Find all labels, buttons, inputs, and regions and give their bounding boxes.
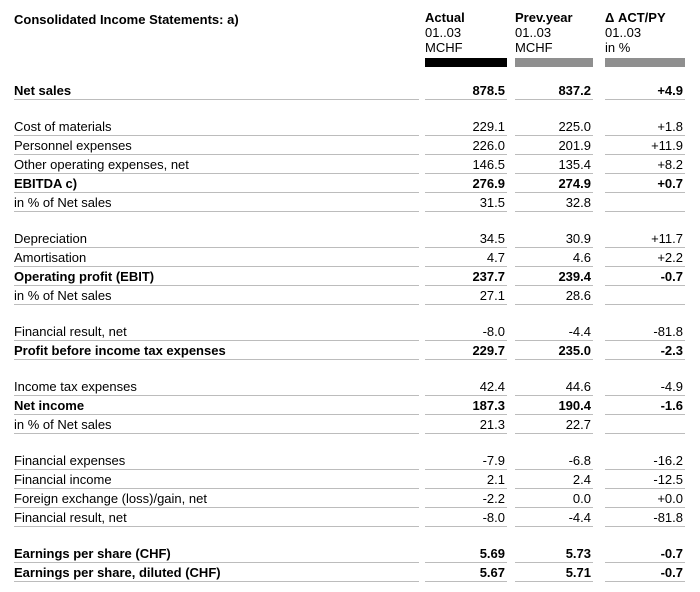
cell-actual: 5.69	[425, 546, 507, 563]
cell-prev-year: 201.9	[515, 138, 593, 155]
table-row	[14, 396, 685, 415]
cell-delta: -12.5	[605, 472, 685, 489]
cell-actual: 878.5	[425, 83, 507, 100]
table-row	[14, 377, 685, 396]
column-period-actual: 01..03	[425, 25, 462, 40]
table-header	[14, 10, 685, 67]
row-spacer	[14, 360, 685, 377]
row-label: in % of Net sales	[14, 195, 419, 212]
cell-prev-year: 239.4	[515, 269, 593, 286]
cell-prev-year: 44.6	[515, 379, 593, 396]
cell-prev-year: -4.4	[515, 324, 593, 341]
cell-delta	[605, 211, 685, 212]
table-row	[14, 81, 685, 100]
row-label: Net income	[14, 398, 419, 415]
column-title-delta: Δ ACT/PY	[605, 10, 666, 25]
row-label: Profit before income tax expenses	[14, 343, 419, 360]
table-body	[14, 81, 685, 582]
cell-delta	[605, 304, 685, 305]
cell-actual: 5.67	[425, 565, 507, 582]
table-row	[14, 322, 685, 341]
row-label: EBITDA c)	[14, 176, 419, 193]
cell-prev-year: 4.6	[515, 250, 593, 267]
cell-delta: -0.7	[605, 565, 685, 582]
table-row	[14, 415, 685, 434]
table-row	[14, 341, 685, 360]
cell-actual: 42.4	[425, 379, 507, 396]
table-row	[14, 136, 685, 155]
cell-prev-year: 30.9	[515, 231, 593, 248]
row-spacer	[14, 212, 685, 229]
column-bar-actual	[425, 58, 507, 67]
cell-actual: 187.3	[425, 398, 507, 415]
page-title: Consolidated Income Statements: a)	[14, 12, 239, 27]
column-unit-actual: MCHF	[425, 40, 463, 55]
table-row	[14, 229, 685, 248]
cell-actual: 34.5	[425, 231, 507, 248]
table-row	[14, 563, 685, 582]
row-label: Operating profit (EBIT)	[14, 269, 419, 286]
row-label: Personnel expenses	[14, 138, 419, 155]
column-title-prev-year: Prev.year	[515, 10, 573, 25]
cell-prev-year: 32.8	[515, 195, 593, 212]
row-label: Financial result, net	[14, 324, 419, 341]
cell-actual: 4.7	[425, 250, 507, 267]
cell-prev-year: 837.2	[515, 83, 593, 100]
cell-delta: -4.9	[605, 379, 685, 396]
row-spacer	[14, 527, 685, 544]
cell-actual: 146.5	[425, 157, 507, 174]
column-period-prev-year: 01..03	[515, 25, 552, 40]
table-row	[14, 451, 685, 470]
cell-delta: -0.7	[605, 269, 685, 286]
cell-prev-year: 225.0	[515, 119, 593, 136]
cell-prev-year: -4.4	[515, 510, 593, 527]
table-row	[14, 267, 685, 286]
cell-actual: 27.1	[425, 288, 507, 305]
cell-delta: -16.2	[605, 453, 685, 470]
row-spacer	[14, 305, 685, 322]
row-label: Earnings per share, diluted (CHF)	[14, 565, 419, 582]
cell-prev-year: 5.71	[515, 565, 593, 582]
column-bar-prev-year	[515, 58, 593, 67]
cell-delta: +0.7	[605, 176, 685, 193]
cell-prev-year: 235.0	[515, 343, 593, 360]
table-row	[14, 489, 685, 508]
row-label: Other operating expenses, net	[14, 157, 419, 174]
cell-prev-year: 190.4	[515, 398, 593, 415]
cell-actual: 237.7	[425, 269, 507, 286]
cell-actual: -2.2	[425, 491, 507, 508]
cell-delta: -2.3	[605, 343, 685, 360]
cell-actual: 31.5	[425, 195, 507, 212]
table-row	[14, 117, 685, 136]
cell-delta: -81.8	[605, 324, 685, 341]
row-label: Foreign exchange (loss)/gain, net	[14, 491, 419, 508]
cell-delta: +0.0	[605, 491, 685, 508]
row-label: Financial result, net	[14, 510, 419, 527]
cell-prev-year: 0.0	[515, 491, 593, 508]
row-label: Financial income	[14, 472, 419, 489]
cell-delta: -1.6	[605, 398, 685, 415]
cell-delta: -0.7	[605, 546, 685, 563]
column-title-actual: Actual	[425, 10, 465, 25]
cell-actual: -8.0	[425, 324, 507, 341]
cell-actual: 229.1	[425, 119, 507, 136]
cell-actual: 21.3	[425, 417, 507, 434]
cell-actual: 2.1	[425, 472, 507, 489]
table-row	[14, 508, 685, 527]
row-spacer	[14, 434, 685, 451]
cell-actual: 276.9	[425, 176, 507, 193]
row-label: Amortisation	[14, 250, 419, 267]
table-row	[14, 470, 685, 489]
cell-delta: +11.7	[605, 231, 685, 248]
cell-prev-year: -6.8	[515, 453, 593, 470]
table-row	[14, 286, 685, 305]
cell-actual: 226.0	[425, 138, 507, 155]
row-label: Financial expenses	[14, 453, 419, 470]
table-row	[14, 193, 685, 212]
cell-delta: +11.9	[605, 138, 685, 155]
column-bar-delta	[605, 58, 685, 67]
column-unit-delta: in %	[605, 40, 631, 55]
cell-prev-year: 22.7	[515, 417, 593, 434]
cell-delta: +4.9	[605, 83, 685, 100]
table-row	[14, 155, 685, 174]
column-header-prev-year	[515, 10, 593, 67]
cell-prev-year: 135.4	[515, 157, 593, 174]
row-spacer	[14, 100, 685, 117]
cell-delta	[605, 433, 685, 434]
column-unit-prev-year: MCHF	[515, 40, 553, 55]
table-row	[14, 544, 685, 563]
column-header-actual	[425, 10, 507, 67]
column-header-delta	[605, 10, 685, 67]
cell-delta: -81.8	[605, 510, 685, 527]
cell-prev-year: 28.6	[515, 288, 593, 305]
cell-delta: +8.2	[605, 157, 685, 174]
cell-actual: 229.7	[425, 343, 507, 360]
cell-prev-year: 5.73	[515, 546, 593, 563]
row-label: Income tax expenses	[14, 379, 419, 396]
row-label: Depreciation	[14, 231, 419, 248]
cell-prev-year: 2.4	[515, 472, 593, 489]
cell-actual: -7.9	[425, 453, 507, 470]
table-row	[14, 248, 685, 267]
cell-prev-year: 274.9	[515, 176, 593, 193]
cell-delta: +2.2	[605, 250, 685, 267]
row-label: Net sales	[14, 83, 419, 100]
row-label: in % of Net sales	[14, 417, 419, 434]
row-label: Earnings per share (CHF)	[14, 546, 419, 563]
table-row	[14, 174, 685, 193]
cell-delta: +1.8	[605, 119, 685, 136]
row-label: in % of Net sales	[14, 288, 419, 305]
column-period-delta: 01..03	[605, 25, 642, 40]
row-label: Cost of materials	[14, 119, 419, 136]
cell-actual: -8.0	[425, 510, 507, 527]
